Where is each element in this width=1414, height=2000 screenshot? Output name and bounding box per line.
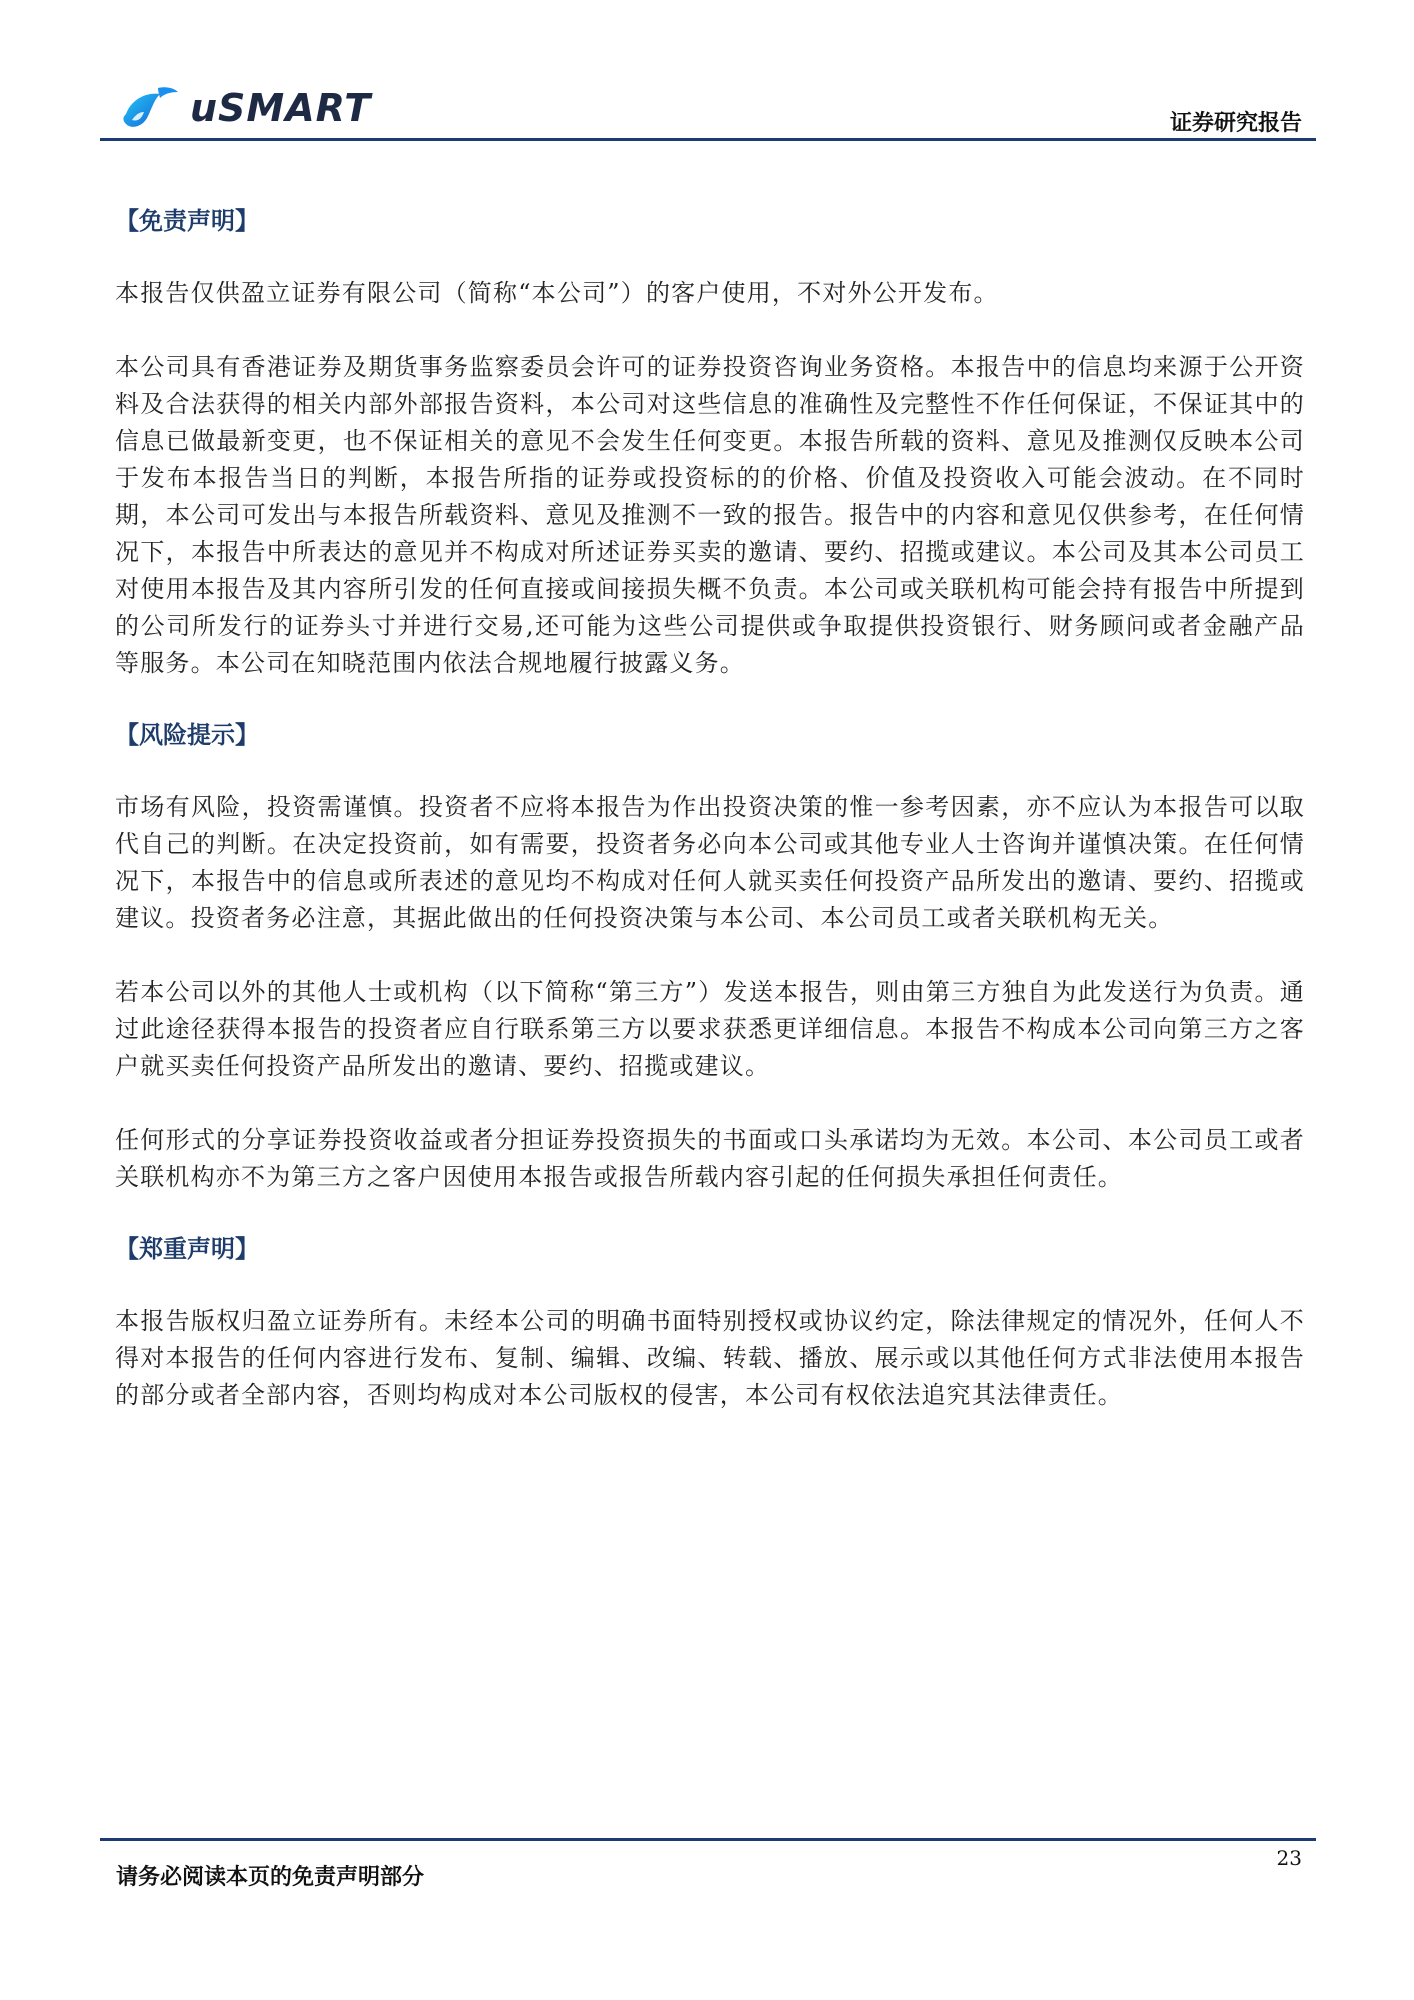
document-type-label: 证券研究报告 bbox=[1169, 111, 1302, 136]
paragraph: 本公司具有香港证券及期货事务监察委员会许可的证券投资咨询业务资格。本报告中的信息均来源于公开资料及合法获得的相关内部外部报告资料，本公司对这些信息的准确性及完整性不作任何保证，不保证其中的信息已做最新变更，也不保证相关的意见不会发生任何变更。本报告所载的资料、意见及推测仅反映本公司于发布本报告当日的判断，本报告所指的证券或投资标的的价格、价值及投资收入可能会波动。在不同时期，本公司可发出与本报告所载资料、意见及推测不一致的报告。报告中的内容和意见仅供参考，在任何情况下，本报告中所表达的意见并不构成对所述证券买卖的邀请、要约、招揽或建议。本公司及其本公司员工对使用本报告及其内容所引发的任何直接或间接损失概不负责。本公司或关联机构可能会持有报告中所提到的公司所发行的证券头寸并进行交易,还可能为这些公司提供或争取提供投资银行、财务顾问或者金融产品等服务。本公司在知晓范围内依法合规地履行披露义务。 bbox=[115, 353, 1305, 677]
paragraph: 若本公司以外的其他人士或机构（以下简称“第三方”）发送本报告，则由第三方独自为此发送行为负责。通过此途径获得本报告的投资者应自行联系第三方以要求获悉更详细信息。本报告不构成本公司向第三方之客户就买卖任何投资产品所发出的邀请、要约、招揽或建议。 bbox=[115, 978, 1305, 1080]
section-title-risk: 【风险提示】 bbox=[115, 721, 259, 749]
company-logo bbox=[118, 80, 371, 136]
paragraph: 市场有风险，投资需谨慎。投资者不应将本报告为作出投资决策的惟一参考因素，亦不应认为本报告可以取代自己的判断。在决定投资前，如有需要，投资者务必向本公司或其他专业人士咨询并谨慎决策。在任何情况下，本报告中的信息或所表述的意见均不构成对任何人就买卖任何投资产品所发出的邀请、要约、招揽或建议。投资者务必注意，其据此做出的任何投资决策与本公司、本公司员工或者关联机构无关。 bbox=[115, 793, 1305, 932]
page-header bbox=[100, 70, 1316, 142]
section-title-copyright: 【郑重声明】 bbox=[115, 1235, 259, 1263]
section-title-disclaimer: 【免责声明】 bbox=[115, 207, 259, 235]
usmart-logo-icon bbox=[118, 84, 180, 132]
header-divider bbox=[100, 138, 1316, 141]
disclaimer-section bbox=[115, 205, 1305, 682]
risk-section bbox=[115, 719, 1305, 1196]
copyright-section bbox=[115, 1233, 1305, 1414]
paragraph: 本报告仅供盈立证券有限公司（简称“本公司”）的客户使用，不对外公开发布。 bbox=[115, 279, 999, 307]
page-number: 23 bbox=[1276, 1846, 1302, 1870]
paragraph: 本报告版权归盈立证券所有。未经本公司的明确书面特别授权或协议约定，除法律规定的情况外，任何人不得对本报告的任何内容进行发布、复制、编辑、改编、转载、播放、展示或以其他任何方式非法使用本报告的部分或者全部内容，否则均构成对本公司版权的侵害，本公司有权依法追究其法律责任。 bbox=[115, 1307, 1305, 1409]
footer-note: 请务必阅读本页的免责声明部分 bbox=[116, 1865, 425, 1890]
paragraph: 任何形式的分享证券投资收益或者分担证券投资损失的书面或口头承诺均为无效。本公司、本公司员工或者关联机构亦不为第三方之客户因使用本报告或报告所载内容引起的任何损失承担任何责任。 bbox=[115, 1126, 1305, 1191]
footer-divider bbox=[100, 1838, 1316, 1841]
brand-name: uSMART bbox=[190, 86, 372, 130]
page-body bbox=[115, 205, 1305, 1451]
